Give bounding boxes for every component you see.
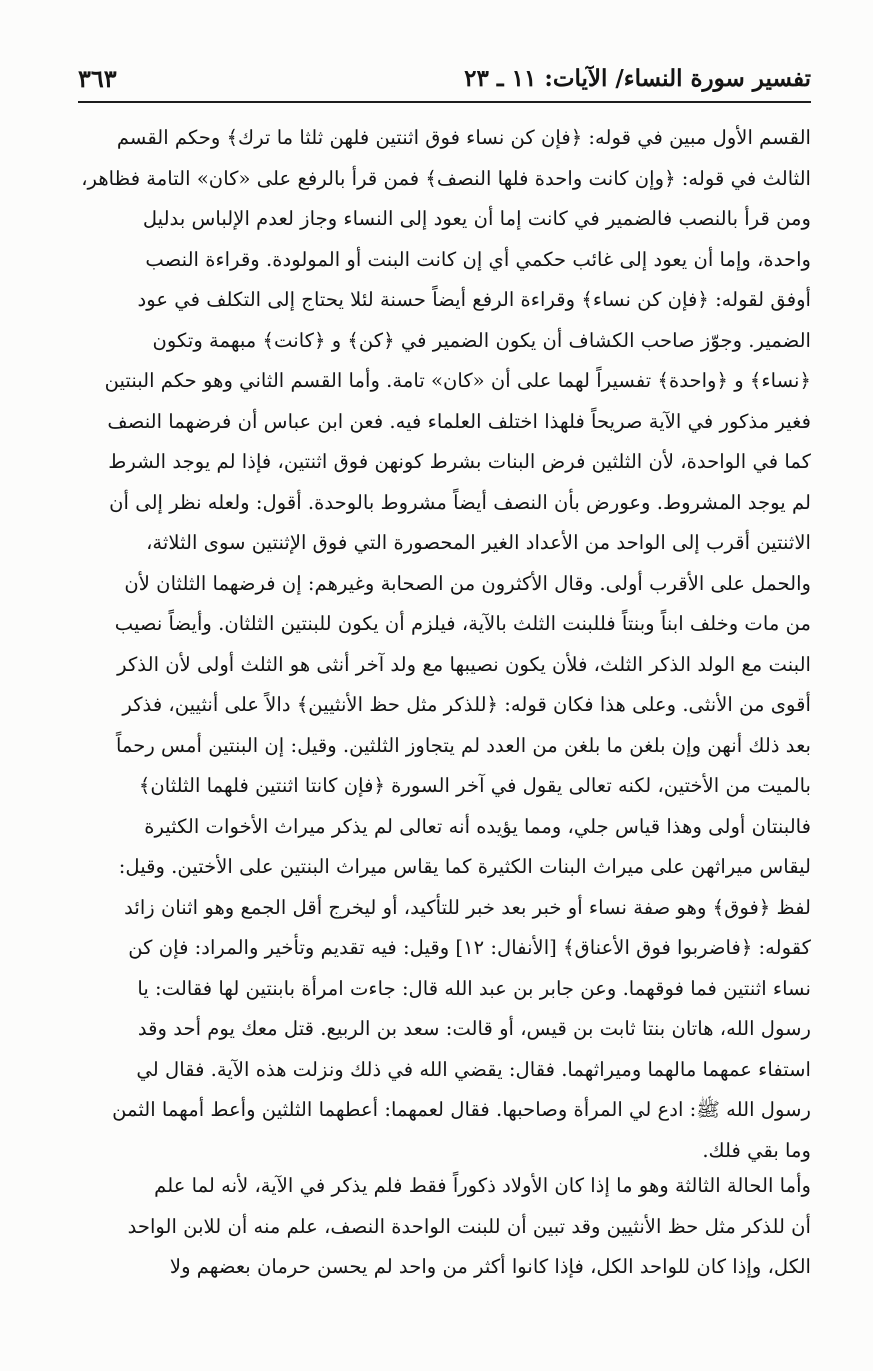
text-line: لم يوجد المشروط. وعورض بأن النصف أيضاً مشروط بالوحدة. أقول: ولعله نظر إلى أن bbox=[109, 490, 811, 514]
text-line: وأما الحالة الثالثة وهو ما إذا كان الأولاد ذكوراً فقط فلم يذكر في الآية، لأنه لما علم bbox=[154, 1174, 811, 1197]
text-line: ليقاس ميراثهن على ميراث البنات الكثيرة كما يقاس ميراث البنتين على الأختين. وقيل: bbox=[118, 855, 811, 878]
header-divider bbox=[78, 101, 811, 103]
text-line: ﴿نساء﴾ و ﴿واحدة﴾ تفسيراً لهما على أن «كان» تامة. وأما القسم الثاني وهو حكم البنتين bbox=[104, 369, 811, 392]
text-line: من مات وخلف ابناً وبنتاً فللبنت الثلث بالآية، فيلزم أن يكون للبنتين الثلثان. وأيضاً نصيب bbox=[114, 612, 811, 635]
text-line: أقوى من الأنثى. وعلى هذا فكان قوله: ﴿للذكر مثل حظ الأنثيين﴾ دالاً على أنثيين، فذكر bbox=[122, 693, 811, 716]
text-line: رسول الله، هاتان بنتا ثابت بن قيس، أو قالت: سعد بن الربيع. قتل معك يوم أحد وقد bbox=[137, 1017, 811, 1040]
text-line: فغير مذكور في الآية صريحاً فلهذا اختلف العلماء فيه. فعن ابن عباس أن فرضهما النصف bbox=[107, 409, 811, 433]
page-number: ٣٦٣ bbox=[78, 63, 117, 93]
text-line: كقوله: ﴿فاضربوا فوق الأعناق﴾ [الأنفال: ١٢] وقيل: فيه تقديم وتأخير والمراد: فإن كن bbox=[128, 936, 811, 959]
text-line: فالبنتان أولى وهذا قياس جلي، ومما يؤيده أنه تعالى لم يذكر ميراث الأخوات الكثيرة bbox=[144, 814, 811, 838]
header-title: تفسير سورة النساء/ الآيات: ١١ ـ ٢٣ bbox=[464, 64, 811, 92]
text-line: ومن قرأ بالنصب فالضمير في كانت إما أن يعود إلى النساء وجاز لعدم الإلباس بدليل bbox=[142, 207, 811, 230]
text-line: كما في الواحدة، لأن الثلثين فرض البنات بشرط كونهن فوق اثنتين، فإذا لم يوجد الشرط bbox=[108, 450, 811, 473]
text-line: أن للذكر مثل حظ الأنثيين وقد تبين أن للبنت الواحدة النصف، علم منه أن للابن الواحد bbox=[127, 1214, 811, 1238]
text-line: الكل، وإذا كان للواحد الكل، فإذا كانوا أكثر من واحد لم يحسن حرمان بعضهم ولا bbox=[169, 1255, 811, 1278]
text-line: بعد ذلك أنهن وإن بلغن ما بلغن من العدد لم يتجاوز الثلثين. وقيل: إن البنتين أمس رحماً bbox=[115, 733, 811, 757]
text-line: الثالث في قوله: ﴿وإن كانت واحدة فلها النصف﴾ فمن قرأ بالرفع على «كان» التامة فظاهر، bbox=[81, 166, 811, 190]
paragraph-main bbox=[78, 118, 811, 1171]
text-line: رسول الله ﷺ: ادع لي المرأة وصاحبها. فقال لعمهما: أعطهما الثلثين وأعط أمهما الثمن bbox=[112, 1098, 811, 1121]
text-line: الضمير. وجوّز صاحب الكشاف أن يكون الضمير في ﴿كن﴾ و ﴿كانت﴾ مبهمة وتكون bbox=[152, 328, 811, 352]
text-line: استفاء عمهما مالهما وميراثهما. فقال: يقضي الله في ذلك ونزلت هذه الآية. فقال لي bbox=[136, 1057, 811, 1081]
running-header bbox=[78, 58, 811, 98]
text-line: البنت مع الولد الذكر الثلث، فلأن يكون نصيبها مع ولد آخر أنثى هو الثلث أولى لأن الذكر bbox=[117, 652, 811, 676]
text-line: والحمل على الأقرب أولى. وقال الأكثرون من الصحابة وغيرهم: إن فرضهما الثلثان لأن bbox=[124, 571, 811, 595]
text-line: القسم الأول مبين في قوله: ﴿فإن كن نساء فوق اثنتين فلهن ثلثا ما ترك﴾ وحكم القسم bbox=[116, 126, 811, 149]
text-line: لفظ ﴿فوق﴾ وهو صفة نساء أو خبر بعد خبر للتأكيد، أو ليخرج أقل الجمع وهو اثنان زائد bbox=[124, 895, 811, 919]
text-line: أوفق لقوله: ﴿فإن كن نساء﴾ وقراءة الرفع أيضاً حسنة لئلا يحتاج إلى التكلف في عود bbox=[137, 288, 811, 311]
text-line: الاثنتين أقرب إلى الواحد من الأعداد الغير المحصورة التي فوق الإثنتين سوى الثلاثة، bbox=[146, 531, 811, 554]
text-line: وما بقي فلك. bbox=[702, 1138, 811, 1162]
text-line: نساء اثنتين فما فوقهما. وعن جابر بن عبد الله قال: جاءت امرأة بابنتين لها فقالت: يا bbox=[137, 976, 811, 1000]
text-line: واحدة، وإما أن يعود إلى غائب حكمي أي إن كانت البنت أو المولودة. وقراءة النصب bbox=[145, 247, 811, 271]
text-line: بالميت من الأختين، لكنه تعالى يقول في آخر السورة ﴿فإن كانتا اثنتين فلهما الثلثان﴾ bbox=[138, 774, 811, 797]
paragraph-third-case bbox=[78, 1166, 811, 1288]
